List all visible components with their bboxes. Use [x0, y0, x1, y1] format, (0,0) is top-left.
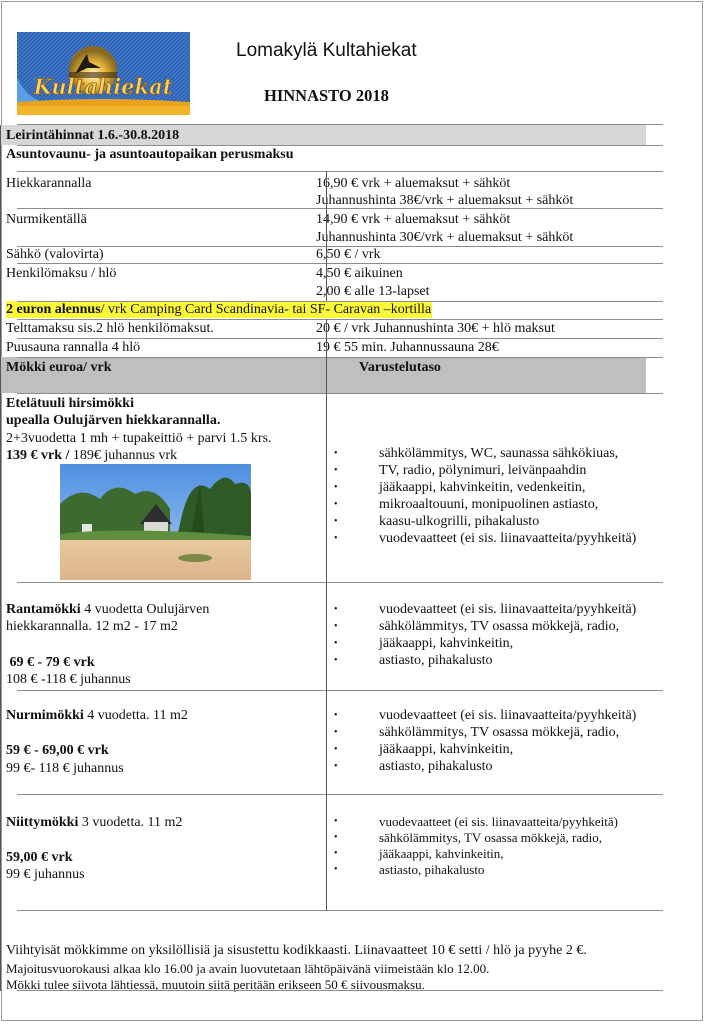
table-rule — [17, 145, 663, 146]
cabin-row-rantamokki — [0, 582, 646, 690]
feature-item: • vuodevaatteet (ei sis. liinavaatteita/pyyhkeitä) — [328, 707, 636, 724]
table-rule — [17, 208, 663, 209]
price-row-nurmikentalla — [0, 208, 646, 246]
cabin-row-nurmimokki — [0, 690, 646, 794]
footer-line: Viihtyisät mökkimme on yksilöllisiä ja sisustettu kodikkaasti. Liinavaatteet 10 € setti / hlö ja pyyhe 2 €. — [6, 943, 587, 958]
row-label: Telttamaksu sis.2 hlö henkilömaksut. — [6, 321, 214, 336]
table-rule — [17, 582, 663, 583]
cabin-description-line2: hiekkarannalla. 12 m2 - 17 m2 — [6, 619, 178, 634]
equipment-col-header: Varustelutaso — [359, 360, 441, 375]
camping-subsection-header — [0, 145, 646, 171]
cabin-table-header — [0, 357, 646, 393]
feature-item: • jääkaappi, kahvinkeitin, vedenkeitin, — [328, 479, 636, 496]
row-value: 19 € 55 min. Juhannussauna 28€ — [316, 340, 499, 355]
discount-bold: 2 euron alennus — [6, 302, 101, 317]
row-label: Puusauna rannalla 4 hlö — [6, 340, 141, 355]
feature-item: • vuodevaatteet (ei sis. liinavaatteita/pyyhkeitä) — [328, 814, 618, 830]
feature-item: • sähkölämmitys, TV osassa mökkejä, radio, — [328, 724, 636, 741]
table-rule — [17, 794, 663, 795]
feature-item: • sähkölämmitys, TV osassa mökkejä, radio, — [328, 830, 618, 846]
row-value: 6,50 € / vrk — [316, 247, 381, 262]
price-row-sahko — [0, 246, 646, 263]
cabin-price: 139 € vrk / — [6, 448, 73, 463]
footer-notes — [0, 911, 646, 991]
beach-cabin-photo — [60, 464, 251, 580]
cabin-juhannus-price: 99 € juhannus — [6, 867, 85, 882]
price-row-puusauna — [0, 338, 646, 357]
features-list — [328, 601, 636, 669]
features-list — [328, 814, 618, 878]
row-value: Juhannushinta 30€/vrk + aluemaksut + sähköt — [316, 230, 574, 245]
table-rule — [17, 301, 663, 302]
row-value: 2,00 € alle 13-lapset — [316, 284, 430, 299]
cabin-row-niittymokki — [0, 794, 646, 911]
price-row-henkilomaksu — [0, 263, 646, 301]
row-value: 4,50 € aikuinen — [316, 266, 403, 281]
feature-item: • astiasto, pihakalusto — [328, 652, 636, 669]
row-label: Sähkö (valovirta) — [6, 247, 104, 262]
features-list — [328, 707, 636, 775]
column-divider — [326, 171, 327, 301]
table-rule — [17, 171, 663, 172]
cabin-description: 3 vuodetta. 11 m2 — [78, 815, 183, 830]
row-label: Hiekkarannalla — [6, 176, 92, 191]
features-list — [328, 445, 636, 547]
table-rule — [17, 124, 663, 125]
price-list-title: HINNASTO 2018 — [264, 86, 389, 105]
price-row-hiekkarannalla — [0, 171, 646, 208]
table-rule — [17, 690, 663, 691]
kultahiekat-logo — [17, 32, 190, 115]
cabin-juhannus-price: 99 €- 118 € juhannus — [6, 761, 124, 776]
cabin-price: 59,00 € vrk — [6, 850, 73, 865]
cabin-price: 69 € - 79 € vrk — [6, 655, 95, 670]
cabin-description: 4 vuodetta. 11 m2 — [83, 708, 188, 723]
row-value: 14,90 € vrk + aluemaksut + sähköt — [316, 212, 511, 227]
discount-text: / vrk Camping Card Scandinavia- tai SF- Caravan –kortilla — [100, 302, 432, 317]
footer-line: Majoitusvuorokausi alkaa klo 16.00 ja avain luovutetaan lähtöpäivänä viimeistään klo 12.00. — [6, 961, 490, 976]
price-row-telttamaksu — [0, 319, 646, 338]
cabin-row-etelatuuli — [0, 393, 646, 582]
cabin-name-line2: upealla Oulujärven hiekkarannalla. — [6, 413, 221, 428]
row-label: Henkilömaksu / hlö — [6, 266, 117, 281]
logo-text: Kultahiekat — [33, 74, 173, 99]
feature-item: • jääkaappi, kahvinkeitin, — [328, 635, 636, 652]
camping-section-title: Leirintähinnat 1.6.-30.8.2018 — [6, 128, 180, 143]
cabin-name: Niittymökki — [6, 815, 79, 830]
cabin-description: 2+3vuodetta 1 mh + tupakeittiö + parvi 1.5 krs. — [6, 431, 272, 446]
feature-item: • mikroaaltouuni, monipuolinen astiasto, — [328, 496, 636, 513]
camping-subsection-title: Asuntovaunu- ja asuntoautopaikan perusmaksu — [6, 147, 294, 162]
row-value: 16,90 € vrk + aluemaksut + sähköt — [316, 176, 511, 191]
cabin-col-header: Mökki euroa/ vrk — [6, 360, 112, 375]
table-rule — [17, 393, 663, 394]
footer-line: Mökki tulee siivota lähtiessä, muutoin siitä peritään erikseen 50 € siivousmaksu. — [6, 977, 425, 992]
camping-section-header — [0, 125, 646, 145]
column-divider — [326, 319, 327, 911]
cabin-juhannus-price: 108 € -118 € juhannus — [6, 672, 131, 687]
page-title: Lomakylä Kultahiekat — [236, 40, 417, 61]
feature-item: • astiasto, pihakalusto — [328, 758, 636, 775]
feature-item: • jääkaappi, kahvinkeitin, — [328, 741, 636, 758]
table-rule — [17, 263, 663, 264]
feature-item: • kaasu-ulkogrilli, pihakalusto — [328, 513, 636, 530]
table-rule — [17, 246, 663, 247]
feature-item: • TV, radio, pölynimuri, leivänpaahdin — [328, 462, 636, 479]
row-value: 20 € / vrk Juhannushinta 30€ + hlö maksut — [316, 321, 555, 336]
row-value: Juhannushinta 38€/vrk + aluemaksut + sähköt — [316, 193, 574, 208]
row-label: Nurmikentällä — [6, 212, 87, 227]
cabin-juhannus-price: 189€ juhannus vrk — [72, 448, 178, 463]
table-rule — [17, 338, 663, 339]
discount-highlight — [6, 301, 432, 318]
feature-item: • sähkölämmitys, WC, saunassa sähkökiuas, — [328, 445, 636, 462]
cabin-name: Rantamökki — [6, 602, 81, 617]
cabin-description: 4 vuodetta Oulujärven — [80, 602, 210, 617]
discount-row — [0, 301, 646, 319]
feature-item: • astiasto, pihakalusto — [328, 862, 618, 878]
table-rule — [17, 319, 663, 320]
cabin-name: Nurmimökki — [6, 708, 84, 723]
table-rule — [17, 357, 663, 358]
feature-item: • vuodevaatteet (ei sis. liinavaatteita/pyyhkeitä) — [328, 530, 636, 547]
feature-item: • sähkölämmitys, TV osassa mökkejä, radio, — [328, 618, 636, 635]
feature-item: • vuodevaatteet (ei sis. liinavaatteita/pyyhkeitä) — [328, 601, 636, 618]
table-rule — [17, 990, 663, 991]
cabin-price: 59 € - 69,00 € vrk — [6, 743, 109, 758]
feature-item: • jääkaappi, kahvinkeitin, — [328, 846, 618, 862]
cabin-name: Etelätuuli hirsimökki — [6, 396, 134, 411]
table-rule — [17, 910, 663, 911]
